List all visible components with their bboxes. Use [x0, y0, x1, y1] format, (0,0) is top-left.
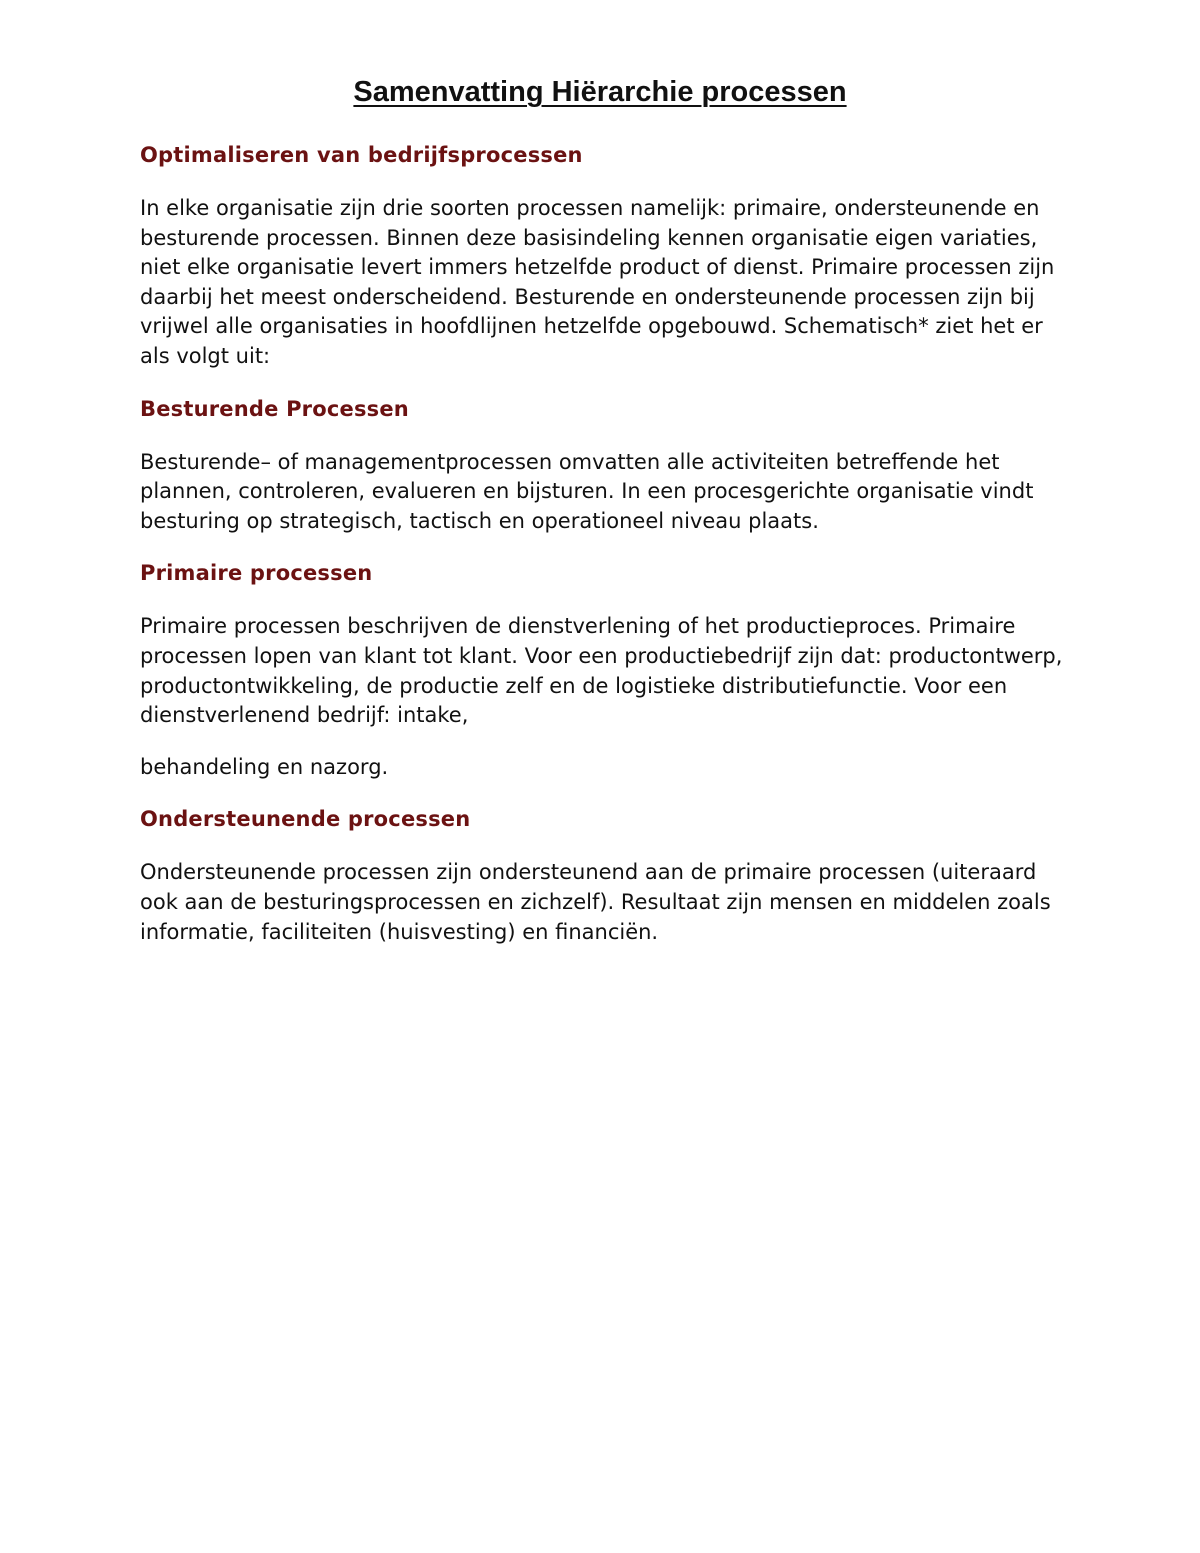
section-paragraph: Besturende– of managementprocessen omvatten alle activiteiten betreffende het plannen, controleren, evalueren en bijsturen. In een procesgerichte organisatie vindt besturing op strategisch, tactisch en operationeel niveau plaats. [140, 449, 1034, 533]
section-heading-primaire: Primaire processen [140, 561, 373, 586]
section-heading-ondersteunende: Ondersteunende processen [140, 807, 471, 832]
section-paragraph: Ondersteunende processen zijn ondersteunend aan de primaire processen (uiteraard ook aan de besturingsprocessen en zichzelf). Resultaat zijn mensen en middelen zoals informatie, faciliteiten (huisvesting) en financiën. [140, 860, 1051, 944]
section-paragraph: Primaire processen beschrijven de dienstverlening of het productieproces. Primaire processen lopen van klant tot klant. Voor een productiebedrijf zijn dat: productontwerp, productontwikkeling, de productie zelf en de logistieke distributiefunctie. Voor een dienstverlenend bedrijf: intake, [140, 614, 1063, 728]
section-heading-besturende: Besturende Processen [140, 396, 409, 421]
section-paragraph: In elke organisatie zijn drie soorten processen namelijk: primaire, ondersteunende en besturende processen. Binnen deze basisindeling kennen organisatie eigen variaties, niet elke organisatie levert immers hetzelfde product of dienst. Primaire processen zijn daarbij het meest onderscheidend. Besturende en ondersteunende processen zijn bij vrijwel alle organisaties in hoofdlijnen hetzelfde opgebouwd. Schematisch* ziet het er als volgt uit: [140, 196, 1055, 368]
document-title: Samenvatting Hiërarchie processen [353, 76, 847, 108]
section-heading-optimaliseren: Optimaliseren van bedrijfsprocessen [140, 143, 583, 167]
document-body [140, 140, 1070, 947]
section-paragraph: behandeling en nazorg. [140, 754, 389, 779]
